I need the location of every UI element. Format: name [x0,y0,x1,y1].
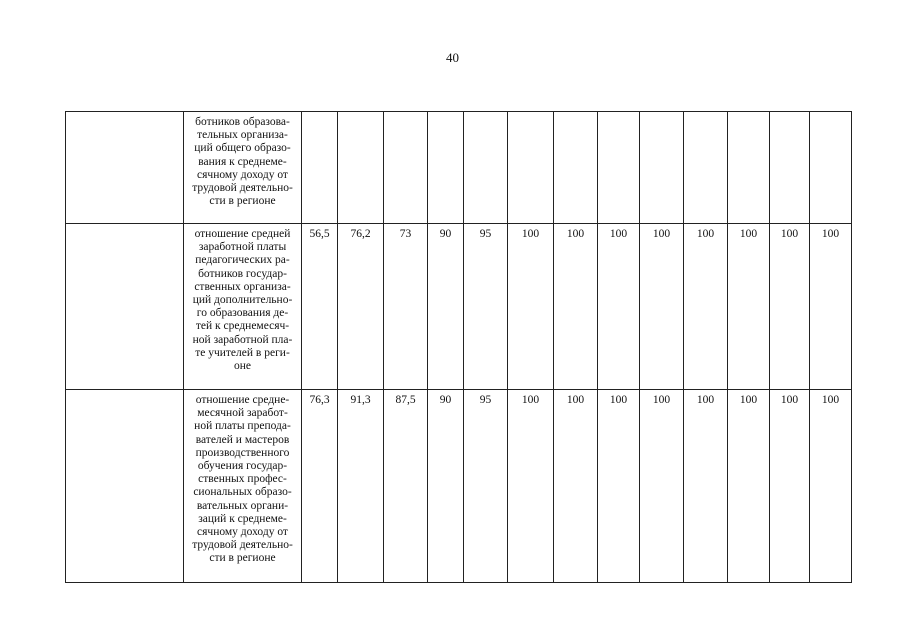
value-cell: 100 [770,390,810,583]
label-line: вателей и мастеров [195,433,290,446]
label-line: оне [233,360,251,373]
label-line: отношение средне- [195,394,290,406]
indicator-table [65,111,852,583]
value-cell: 76,3 [302,390,338,583]
label-line: заций к среднеме- [198,512,287,525]
label-line: производственного [195,446,290,459]
value-cell: 100 [508,390,554,583]
value-cell [728,112,770,224]
value-cell [640,112,684,224]
label-line: вательных органи- [196,499,289,512]
label-line: обучения государ- [197,460,288,473]
value-cell: 100 [728,390,770,583]
value-cell: 76,2 [338,224,384,390]
value-cell: 73 [384,224,428,390]
label-line: ственных профес- [198,473,287,486]
label-line: ной платы препода- [194,420,291,433]
value-cell: 95 [464,390,508,583]
label-line: сячному доходу от [197,168,288,181]
value-cell: 100 [640,390,684,583]
value-cell [598,112,640,224]
table-row [66,224,852,390]
value-cell: 100 [508,224,554,390]
indicator-label [184,390,302,583]
label-line: те учителей в реги- [195,346,290,359]
value-cell: 91,3 [338,390,384,583]
value-cell: 87,5 [384,390,428,583]
value-cell: 100 [728,224,770,390]
value-cell: 100 [598,390,640,583]
value-cell: 100 [810,224,852,390]
label-line: тей к среднемесяч- [195,320,290,333]
label-line: ной заработной пла- [192,333,293,346]
label-line: вания к среднеме- [198,155,287,168]
value-cell: 100 [810,390,852,583]
label-line: сиональных образо- [193,486,292,499]
value-cell: 100 [554,390,598,583]
empty-cell [66,112,184,224]
label-line: ций общего образо- [194,142,291,155]
label-line: го образования де- [196,307,289,320]
value-cell [684,112,728,224]
label-line: трудовой деятельно- [192,182,293,195]
label-line: педагогических ра- [195,254,290,267]
value-cell: 95 [464,224,508,390]
value-cell [464,112,508,224]
table-row [66,112,852,224]
value-cell: 100 [770,224,810,390]
value-cell: 100 [640,224,684,390]
page-number: 40 [446,50,459,65]
label-line: трудовой деятельно- [192,539,293,552]
value-cell [508,112,554,224]
value-cell [338,112,384,224]
label-line: сти в регионе [209,552,276,565]
label-line: ций дополнительно- [192,294,293,307]
value-cell: 100 [554,224,598,390]
value-cell: 100 [598,224,640,390]
label-line: сти в регионе [209,195,276,208]
value-cell [384,112,428,224]
value-cell [554,112,598,224]
label-line: ственных организа- [194,280,291,293]
label-line: сячному доходу от [197,526,288,539]
label-line: тельных организа- [197,129,288,142]
indicator-label [184,112,302,224]
label-line: ботников государ- [198,267,287,280]
value-cell: 90 [428,224,464,390]
value-cell [302,112,338,224]
value-cell [770,112,810,224]
label-line: отношение средней [194,228,291,240]
indicator-label [184,224,302,390]
label-line: ботников образова- [195,116,290,128]
label-line: месячной заработ- [197,407,288,420]
empty-cell [66,224,184,390]
empty-cell [66,390,184,583]
value-cell: 100 [684,224,728,390]
value-cell: 90 [428,390,464,583]
value-cell [810,112,852,224]
table-row [66,390,852,583]
value-cell [428,112,464,224]
label-line: заработной платы [198,241,287,254]
value-cell: 56,5 [302,224,338,390]
value-cell: 100 [684,390,728,583]
